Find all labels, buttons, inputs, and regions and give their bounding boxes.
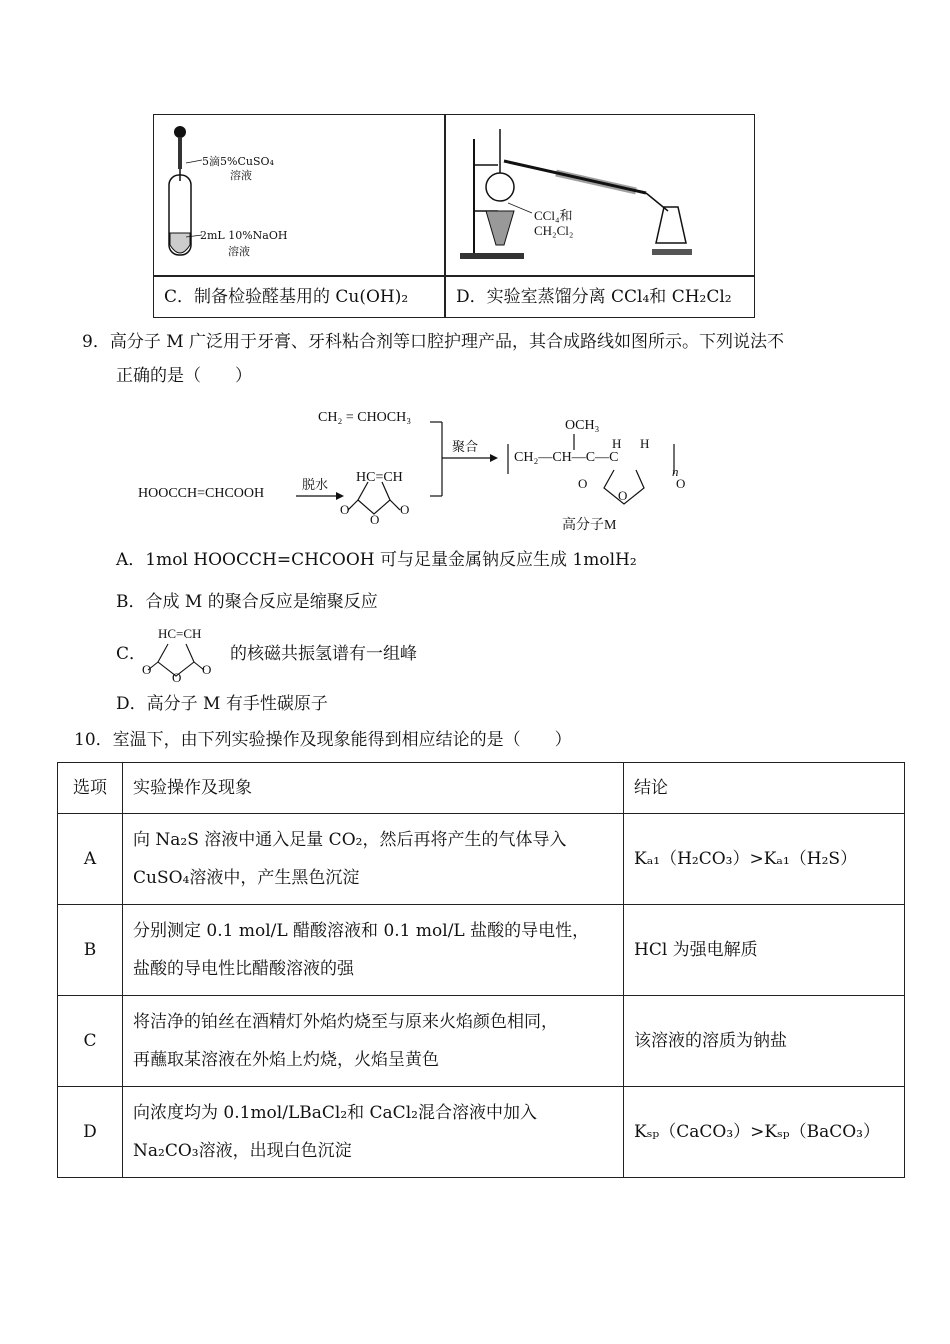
caption-c: C．制备检验醛基用的 Cu(OH)₂: [164, 287, 409, 307]
distillation-apparatus-drawing: [446, 115, 752, 275]
row-option: D: [58, 1087, 123, 1178]
header-operation: 实验操作及现象: [123, 763, 624, 814]
polymer-o-right: O: [676, 476, 686, 491]
operation-line-2: 再蘸取某溶液在外焰上灼烧，火焰呈黄色: [133, 1050, 439, 1070]
row-operation: [123, 905, 624, 996]
dehydrate-label: 脱水: [302, 477, 329, 492]
naoh-label: 2mL 10%NaOH: [200, 229, 288, 242]
anhydride-o-left: O: [340, 502, 350, 517]
q9-stem-line2: 正确的是（ ）: [116, 366, 252, 386]
q9-stem-line1: 9．高分子 M 广泛用于牙膏、牙科粘合剂等口腔护理产品，其合成路线如图所示。下列说法不: [82, 332, 785, 352]
ch2cl2-label: CH₂Cl₂: [534, 223, 574, 238]
q9-option-c-molecule: HC=CH: [158, 626, 202, 641]
och3-label: OCH₃: [565, 418, 600, 433]
test-tube-dropper-drawing: [154, 115, 444, 275]
q9-option-a: A．1mol HOOCCH=CHCOOH 可与足量金属钠反应生成 1molH₂: [116, 550, 637, 570]
naoh-label-2: 溶液: [228, 245, 250, 258]
row-operation: [123, 814, 624, 905]
table-row: [58, 905, 905, 996]
table-row: [58, 996, 905, 1087]
c-o-right: O: [202, 662, 212, 677]
c-o-ring: O: [172, 670, 182, 685]
row-option: B: [58, 905, 123, 996]
anhydride-o-ring: O: [370, 512, 380, 527]
q9-option-d: D．高分子 M 有手性碳原子: [116, 694, 328, 714]
row-option: C: [58, 996, 123, 1087]
cuso4-label: 5滴5%CuSO₄: [202, 155, 274, 168]
polymerize-label: 聚合: [452, 439, 479, 454]
polymer-o-ring: O: [618, 488, 628, 503]
row-option: A: [58, 814, 123, 905]
operation-line-1: 向浓度均为 0.1mol/LBaCl₂和 CaCl₂混合溶液中加入: [133, 1103, 537, 1123]
row-operation: [123, 996, 624, 1087]
polymer-o-left: O: [578, 476, 588, 491]
row-conclusion: Kₐ₁（H₂CO₃）>Kₐ₁（H₂S）: [624, 814, 905, 905]
row-operation: [123, 1087, 624, 1178]
operation-line-1: 分别测定 0.1 mol/L 醋酸溶液和 0.1 mol/L 盐酸的导电性，: [133, 921, 590, 941]
vinyl-ether-formula: CH₂ = CHOCH₃: [318, 410, 412, 425]
header-conclusion: 结论: [624, 763, 905, 814]
q9-option-c-text: 的核磁共振氢谱有一组峰: [230, 644, 417, 664]
table-row: [58, 1087, 905, 1178]
q10-stem: 10．室温下，由下列实验操作及现象能得到相应结论的是（ ）: [74, 730, 572, 750]
anhydride-structure-drawing: [140, 640, 230, 680]
h-label-1: H: [612, 436, 622, 451]
anhydride-top: HC=CH: [356, 470, 403, 485]
row-conclusion: 该溶液的溶质为钠盐: [624, 996, 905, 1087]
polymer-chain: CH₂—CH—C—C: [514, 450, 619, 465]
n-subscript: n: [672, 464, 679, 479]
operation-line-2: Na₂CO₃溶液，出现白色沉淀: [133, 1141, 352, 1161]
experiment-table: [57, 762, 905, 1178]
caption-d: D．实验室蒸馏分离 CCl₄和 CH₂Cl₂: [456, 287, 732, 307]
operation-line-2: CuSO₄溶液中，产生黑色沉淀: [133, 868, 360, 888]
operation-line-1: 向 Na₂S 溶液中通入足量 CO₂，然后再将产生的气体导入: [133, 830, 567, 850]
row-conclusion: HCl 为强电解质: [624, 905, 905, 996]
table-header-row: [58, 763, 905, 814]
row-conclusion: Kₛₚ（CaCO₃）>Kₛₚ（BaCO₃）: [624, 1087, 905, 1178]
h-label-2: H: [640, 436, 650, 451]
q9-option-c-prefix: C．: [116, 644, 147, 664]
operation-line-2: 盐酸的导电性比醋酸溶液的强: [133, 959, 354, 979]
operation-line-1: 将洁净的铂丝在酒精灯外焰灼烧至与原来火焰颜色相同，: [133, 1012, 558, 1032]
table-row: [58, 814, 905, 905]
anhydride-o-right: O: [400, 502, 410, 517]
ccl4-label: CCl₄和: [534, 208, 573, 223]
cuso4-label-2: 溶液: [230, 169, 252, 182]
q9-option-b: B．合成 M 的聚合反应是缩聚反应: [116, 592, 378, 612]
c-o-left: O: [142, 662, 152, 677]
reaction-scheme-lines: [130, 400, 750, 540]
header-option: 选项: [58, 763, 123, 814]
polymer-m-label: 高分子M: [562, 518, 617, 533]
apparatus-figure-table: [153, 114, 755, 318]
maleic-acid-formula: HOOCCH=CHCOOH: [138, 486, 265, 501]
